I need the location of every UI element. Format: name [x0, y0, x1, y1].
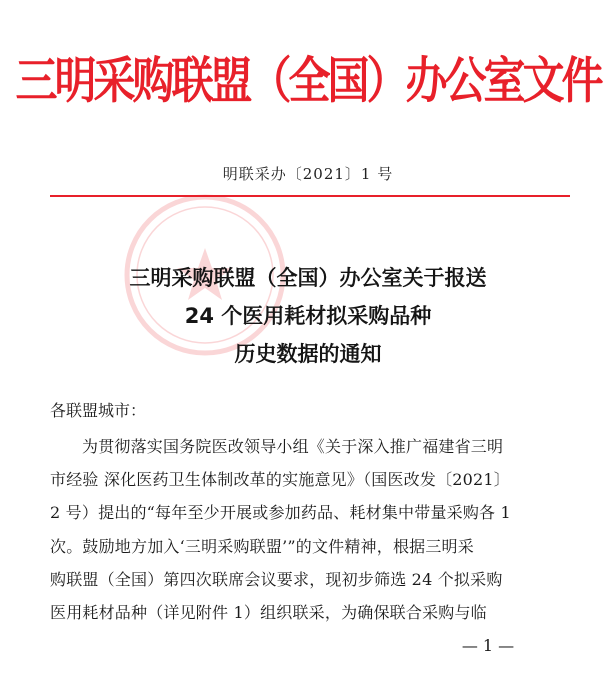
document-title-line-3: 历史数据的通知 — [234, 342, 382, 366]
page-number: — 1 — — [461, 636, 515, 655]
document-masthead: 三明采购联盟（全国）办公室文件 — [15, 51, 601, 110]
body-paragraph-line: 为贯彻落实国务院医改领导小组《关于深入推广福建省三明 — [82, 437, 504, 456]
document-title-line-2: 24 个医用耗材拟采购品种 — [184, 304, 432, 328]
document-title-line-1: 三明采购联盟（全国）办公室关于报送 — [129, 266, 487, 290]
body-paragraph-line: 市经验 深化医药卫生体制改革的实施意见》（国医改发〔2021〕 — [50, 470, 511, 489]
document-number: 明联采办〔2021〕1 号 — [222, 165, 394, 183]
body-paragraph-line: 次。鼓励地方加入‘三明采购联盟’”的文件精神，根据三明采 — [50, 537, 474, 556]
red-separator-line — [50, 195, 570, 197]
body-paragraph-line: 医用耗材品种（详见附件 1）组织联采，为确保联合采购与临 — [50, 603, 487, 622]
body-paragraph-line: 购联盟（全国）第四次联席会议要求，现初步筛选 24 个拟采购 — [50, 570, 503, 589]
body-paragraph-line: 2 号）提出的“每年至少开展或参加药品、耗材集中带量采购各 1 — [50, 503, 511, 522]
salutation: 各联盟城市： — [50, 401, 147, 420]
